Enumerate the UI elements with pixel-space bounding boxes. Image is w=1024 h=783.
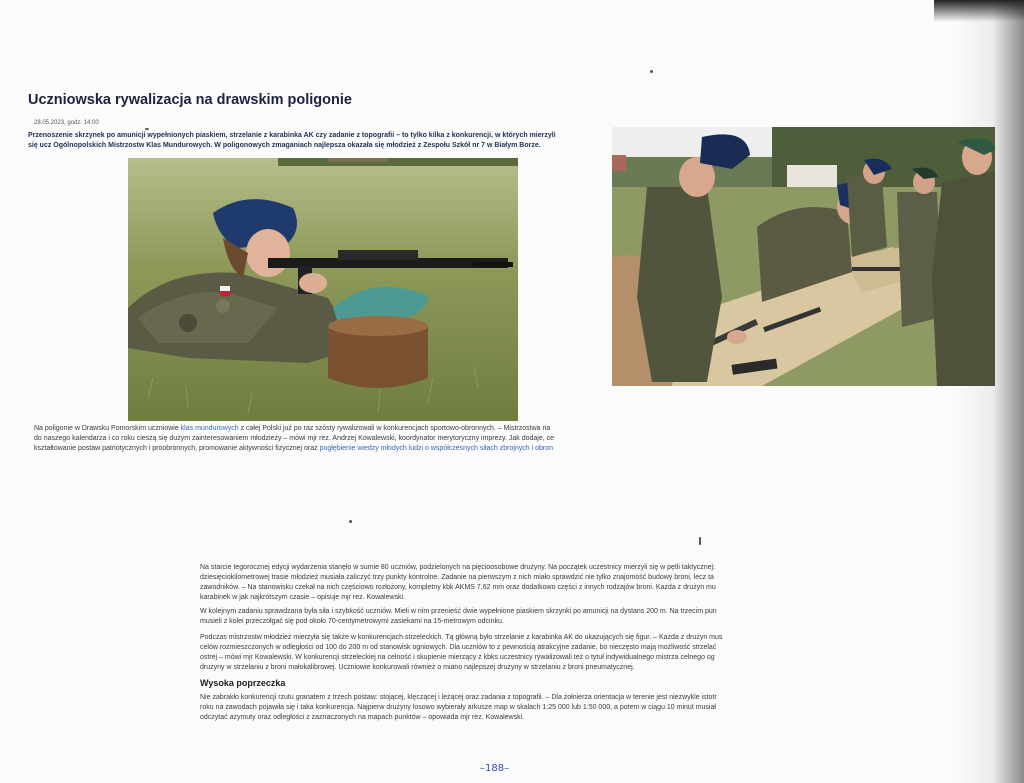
page-number: –188– [480, 763, 510, 774]
article-lead: Przenoszenie skrzynek po amunicji wypełnionych piaskiem, strzelanie z karabinka AK czy zadanie z topografii – to tylko kilka z konkurencji, w których mierzyli się ucz Ogólnopolskich Mistrzostw Klas Mundurowych. W poligonowych zmaganiach najlepsza okazała się młodzież z Zespołu Szkół nr 7 w Białym Borze. [28, 132, 556, 149]
scan-speck [349, 520, 352, 523]
link-poglebienie-wiedzy[interactable]: pogłębienie wiedzy młodych ludzi o współczesnych siłach zbrojnych i obron [319, 445, 554, 452]
page-binding-shadow [954, 0, 1024, 783]
scan-speck [145, 128, 149, 130]
article-paragraph: Nie zabrakło konkurencji rzutu granatem z trzech postaw: stojącej, klęczącej i leżącej oraz zadania z topografii. – Dla żołnierza orientacja w terenie jest niezwykle istotr roku na zawodach pojawiła się i taka konkurencja. Najpierw drużyny losowo wybierały arkusze map w skalach 1:25 000 lub 1:50 000, a potem w ciągu 10 minut musiał odczytać azymuty oraz odległości z zaznaczonych na mapach punktów – opowiada mjr rez. Kowalewski. [200, 694, 717, 721]
paragraph-text: Na poligonie w Drawsku Pomorskim uczniowie [34, 425, 181, 432]
paragraph-text: z całej Polski już po raz szósty rywalizowali w konkurencjach sportowo-obronnych. – Mistrzostwa na do naszego kalendarza i co roku cieszą się dużym zainteresowaniem młodzieży – mówi mjr rez. Andrzej Kowalewski, koordynator merytoryczny imprezy. Jak dodaje, ce kształtowanie postaw patriotycznych i proobronnych, promowanie aktywności fizycznej oraz [34, 425, 555, 452]
article-date: 28.05.2023, godz. 14:00 [34, 120, 99, 126]
article-paragraph: W kolejnym zadaniu sprawdzana była siła i szybkość uczniów. Mieli w nim przenieść dwie wypełnione piaskiem skrzynki po amunicji na dystans 200 m. Na trzecim pun musieli z kolei przeczołgać się pod około 70-centymetrowymi zasiekami na 15-metrowym odcinku. [200, 608, 717, 625]
article-title: Uczniowska rywalizacja na drawskim poligonie [28, 92, 352, 108]
scan-speck [650, 70, 653, 73]
photo-rifle-assembly [612, 127, 995, 386]
article-paragraph [34, 424, 558, 454]
link-klas-mundurowych[interactable]: klas mundurowych [180, 425, 239, 432]
scan-speck [699, 537, 701, 545]
section-heading: Wysoka poprzeczka [200, 678, 286, 688]
photo-prone-shooter [128, 158, 518, 421]
scan-edge [934, 0, 1024, 22]
article-paragraph: Podczas mistrzostw młodzież mierzyła się także w konkurencjach strzeleckich. Tą główną było strzelanie z karabinka AK do ukazujących się figur. – Każda z drużyn mus celów rozmieszczonych w odległości od 100 do 200 m od stanowisk ogniowych. Dla uczniów to z pewnością atrakcyjne zadanie, bo nieczęsto mają możliwość strzelać ostrej – mówi mjr Kowalewski. W konkurencji strzeleckiej na celność i skupienie mierzący z kbks uczestnicy rywalizowali też o tytuł indywidualnego mistrza celnego og drużyny w strzelaniu z broni małokalibrowej. Uczniowie konkurowali również o miano najlepszej drużyny w strzelaniu z broni pneumatycznej. [200, 634, 723, 671]
article-paragraph: Na starcie tegorocznej edycji wydarzenia stanęło w sumie 80 uczniów, podzielonych na pięcioosobowe drużyny. Na początek uczestnicy mierzyli się w pętli taktycznej: dziesięciokilometrowej trasie młodzież musiała zaliczyć trzy punkty kontrolne. Zadanie na pierwszym z nich miało sprawdzić nie tylko znajomość budowy broni, lecz ta zawodników. – Na stanowisku czekał na nich częściowo rozłożony, kompletny kbk AKMS 7,62 mm oraz dodatkowo części z innych rodzajów broni. Każda z drużyn mu karabinek w jak najkrótszym czasie – opisuje mjr rez. Kowalewski. [200, 564, 716, 601]
